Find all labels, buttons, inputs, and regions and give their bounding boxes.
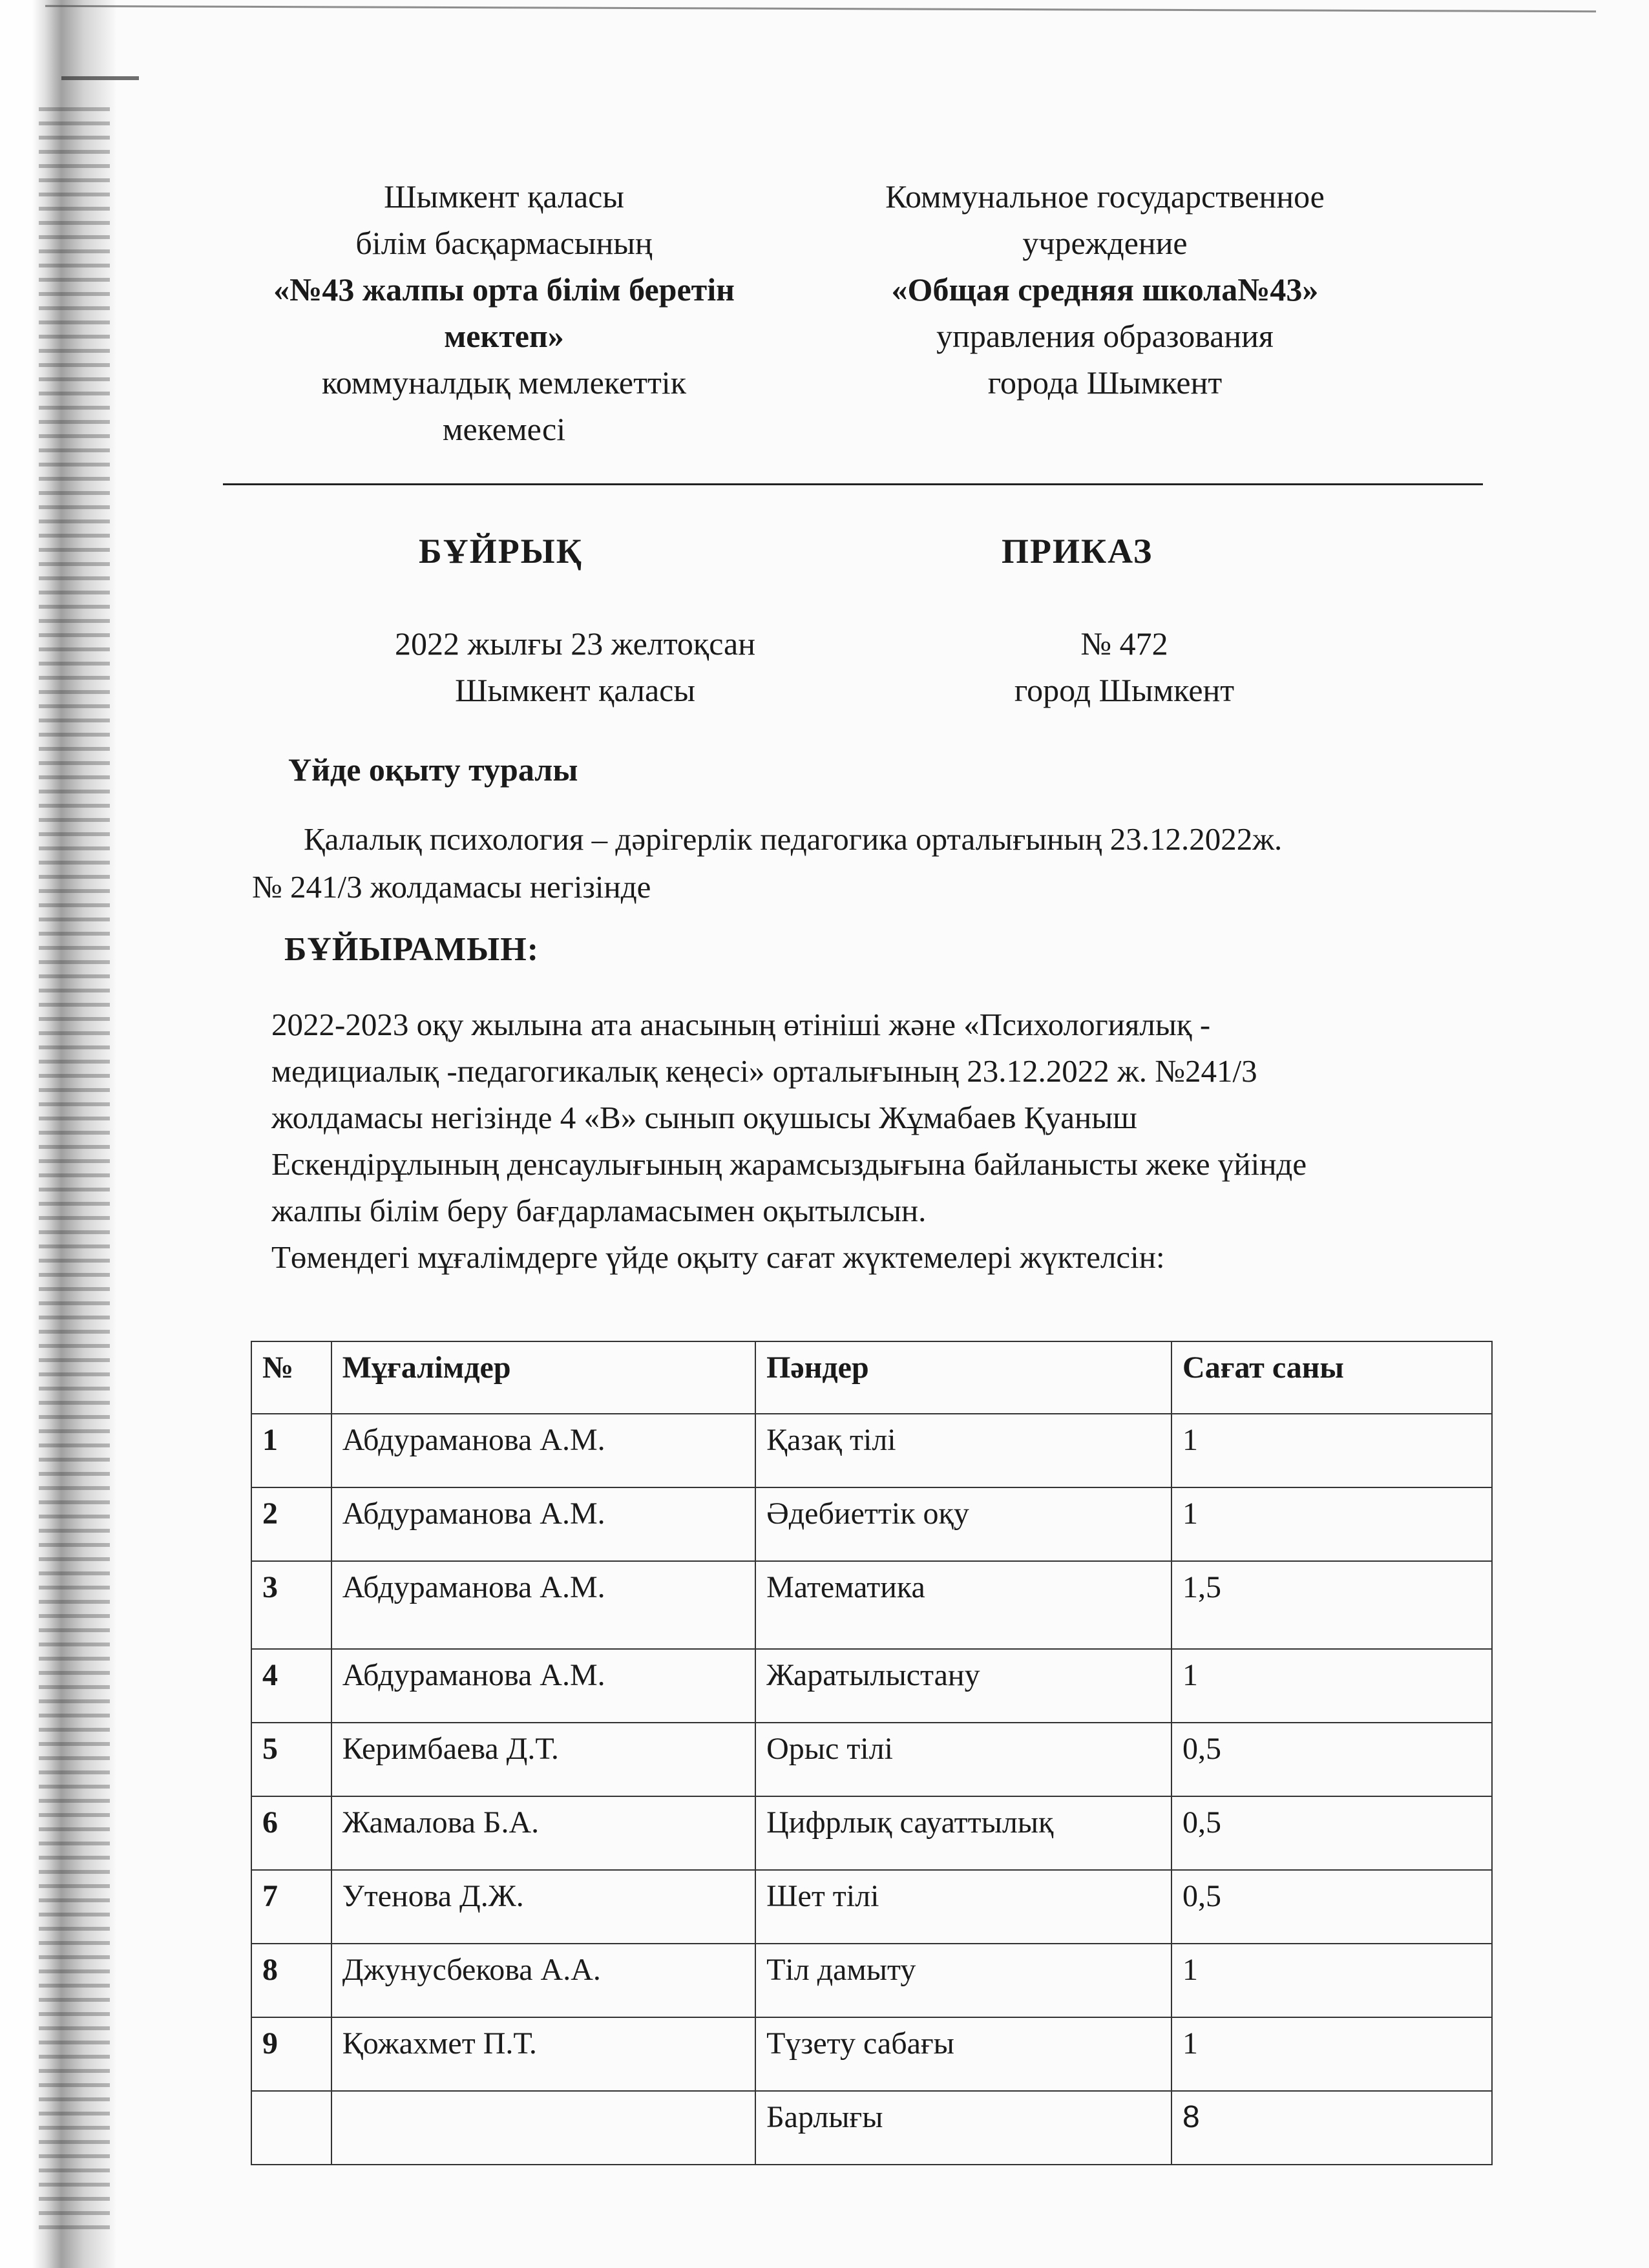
header-ru-line: города Шымкент	[987, 364, 1223, 401]
order-number: № 472	[1080, 625, 1168, 662]
empty-cell	[331, 2091, 755, 2165]
order-body	[271, 1002, 1538, 1281]
table-row	[251, 1649, 1492, 1723]
total-hours: 8	[1171, 2091, 1492, 2165]
order-date: 2022 жылғы 23 желтоқсан	[395, 625, 755, 662]
header-kz-line: «№43 жалпы орта білім беретін	[273, 271, 735, 308]
row-number: 9	[251, 2017, 331, 2091]
hours-count: 1,5	[1171, 1561, 1492, 1649]
row-number: 3	[251, 1561, 331, 1649]
row-number: 7	[251, 1870, 331, 1944]
header-kz-line: мектеп»	[444, 318, 564, 354]
header-divider	[223, 483, 1483, 485]
hours-count: 0,5	[1171, 1723, 1492, 1796]
body-line: 2022-2023 оқу жылына ата анасының өтініші және «Психологиялық -	[271, 1007, 1211, 1042]
subject-name: Түзету сабағы	[755, 2017, 1171, 2091]
hours-count: 0,5	[1171, 1796, 1492, 1870]
teacher-name: Керимбаева Д.Т.	[331, 1723, 755, 1796]
subject-name: Шет тілі	[755, 1870, 1171, 1944]
table-row	[251, 1487, 1492, 1561]
header-ru-line: Коммунальное государственное	[885, 178, 1325, 215]
teacher-name: Жамалова Б.А.	[331, 1796, 755, 1870]
subject-name: Тіл дамыту	[755, 1944, 1171, 2017]
header-kz-line: Шымкент қаласы	[384, 178, 624, 215]
scan-mark	[61, 76, 139, 80]
order-title-ru: ПРИКАЗ	[1002, 532, 1153, 571]
order-date-block	[323, 620, 827, 713]
subject-name: Математика	[755, 1561, 1171, 1649]
header-kz-line: коммуналдық мемлекеттік	[322, 364, 686, 401]
order-city-ru: город Шымкент	[1014, 672, 1235, 708]
row-number: 2	[251, 1487, 331, 1561]
subject-name: Орыс тілі	[755, 1723, 1171, 1796]
teacher-name: Абдураманова А.М.	[331, 1561, 755, 1649]
header-ru-line: управления образования	[936, 318, 1274, 354]
header-kz-line: білім басқармасының	[355, 225, 653, 261]
subject-name: Цифрлық сауаттылық	[755, 1796, 1171, 1870]
header-ru-line: «Общая средняя школа№43»	[891, 271, 1319, 308]
table-header-row	[251, 1341, 1492, 1414]
row-number: 1	[251, 1414, 331, 1487]
total-label: Барлығы	[755, 2091, 1171, 2165]
column-header: №	[251, 1341, 331, 1414]
order-basis	[252, 815, 1544, 911]
subject-name: Әдебиеттік оқу	[755, 1487, 1171, 1561]
order-title-kz: БҰЙРЫҚ	[419, 532, 583, 571]
basis-line: № 241/3 жолдамасы негізінде	[252, 869, 651, 905]
header-ru	[808, 173, 1402, 406]
order-number-block	[924, 620, 1325, 713]
subject-name: Қазақ тілі	[755, 1414, 1171, 1487]
column-header: Мұғалімдер	[331, 1341, 755, 1414]
body-line: Төмендегі мұғалімдерге үйде оқыту сағат жүктемелері жүктелсін:	[271, 1239, 1165, 1275]
order-subject: Үйде оқыту туралы	[288, 751, 578, 788]
table-total-row	[251, 2091, 1492, 2165]
body-line: медициалық -педагогикалық кеңесі» орталығының 23.12.2022 ж. №241/3	[271, 1053, 1257, 1089]
table-row	[251, 1870, 1492, 1944]
table-row	[251, 1796, 1492, 1870]
order-city-kz: Шымкент қаласы	[455, 672, 695, 708]
basis-line: Қалалық психология – дәрігерлік педагогика орталығының 23.12.2022ж.	[304, 821, 1283, 857]
header-kz-line: мекемесі	[442, 411, 566, 447]
table-row	[251, 1944, 1492, 2017]
row-number: 8	[251, 1944, 331, 2017]
empty-cell	[251, 2091, 331, 2165]
hours-count: 1	[1171, 1649, 1492, 1723]
order-directive: БҰЙЫРАМЫН:	[284, 931, 540, 968]
table-row	[251, 1414, 1492, 1487]
table-row	[251, 1561, 1492, 1649]
hours-count: 0,5	[1171, 1870, 1492, 1944]
hours-count: 1	[1171, 1414, 1492, 1487]
body-line: Ескендірұлының денсаулығының жарамсыздығына байланысты жеке үйінде	[271, 1146, 1307, 1182]
header-ru-line: учреждение	[1022, 225, 1188, 261]
hours-count: 1	[1171, 1487, 1492, 1561]
hours-count: 1	[1171, 1944, 1492, 2017]
teacher-name: Абдураманова А.М.	[331, 1414, 755, 1487]
teacher-name: Қожахмет П.Т.	[331, 2017, 755, 2091]
body-line: жалпы білім беру бағдарламасымен оқытылсын.	[271, 1193, 927, 1228]
row-number: 4	[251, 1649, 331, 1723]
row-number: 6	[251, 1796, 331, 1870]
column-header: Пәндер	[755, 1341, 1171, 1414]
subject-name: Жаратылыстану	[755, 1649, 1171, 1723]
column-header: Сағат саны	[1171, 1341, 1492, 1414]
row-number: 5	[251, 1723, 331, 1796]
body-line: жолдамасы негізінде 4 «В» сынып оқушысы Жұмабаев Қуаныш	[271, 1100, 1137, 1135]
table-row	[251, 1723, 1492, 1796]
teacher-name: Утенова Д.Ж.	[331, 1870, 755, 1944]
teacher-name: Абдураманова А.М.	[331, 1649, 755, 1723]
header-kz	[194, 173, 814, 452]
hours-count: 1	[1171, 2017, 1492, 2091]
teachers-table	[251, 1341, 1493, 2165]
scan-edge-noise	[39, 97, 110, 2229]
scan-top-edge	[45, 5, 1596, 12]
teacher-name: Джунусбекова А.А.	[331, 1944, 755, 2017]
table-row	[251, 2017, 1492, 2091]
teacher-name: Абдураманова А.М.	[331, 1487, 755, 1561]
